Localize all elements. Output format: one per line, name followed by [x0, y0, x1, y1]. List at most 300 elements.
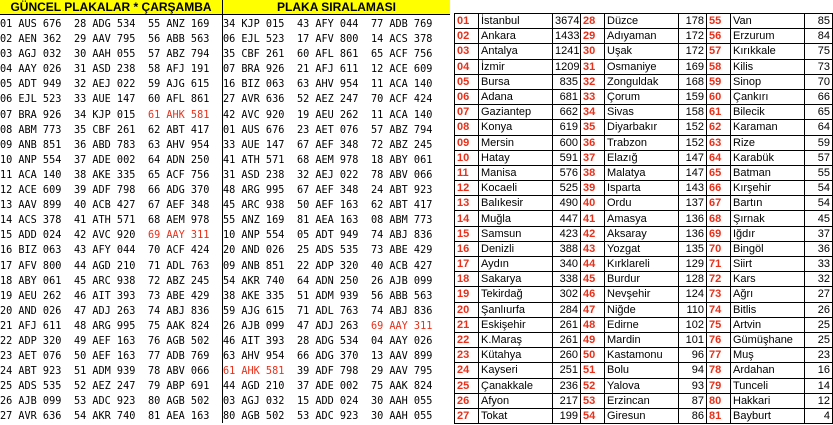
- plate-count: 136: [679, 226, 707, 241]
- plate-row: [0, 75, 222, 90]
- rank-number: 31: [581, 59, 605, 74]
- rank-number: 33: [581, 89, 605, 104]
- plate-entry: 34 KJP 015: [223, 19, 285, 30]
- plate-entry: 67 AEF 348: [148, 200, 210, 212]
- province-name: Bartın: [731, 196, 805, 211]
- rank-number: 35: [581, 120, 605, 135]
- plate-row: [0, 257, 222, 272]
- plate-entry: 72 ABZ 245: [371, 139, 433, 151]
- rank-number: 57: [707, 44, 731, 59]
- plate-count: 236: [553, 378, 581, 393]
- plate-entry: 19 AEU 262: [297, 109, 359, 121]
- plate-entry: 06 EJL 523: [0, 94, 62, 106]
- rank-number: 81: [707, 408, 731, 423]
- province-name: K.Maraş: [479, 332, 553, 347]
- plate-ranking-header: PLAKA SIRALAMASI: [222, 0, 450, 15]
- plate-entry: 57 ABZ 794: [148, 49, 210, 61]
- rank-number: 51: [581, 363, 605, 378]
- plate-entry: 76 AGB 502: [148, 335, 210, 347]
- plate-row: [0, 121, 222, 136]
- plate-count: 152: [679, 120, 707, 135]
- plate-entry: 14 ACS 378: [0, 215, 62, 227]
- plate-entry: 20 AND 026: [0, 305, 62, 317]
- plate-entry: 05 ADT 949: [297, 230, 359, 242]
- plate-entry: 71 ADL 763: [148, 260, 210, 272]
- plate-entry: 09 ANB 851: [223, 260, 285, 272]
- province-name: Elazığ: [605, 150, 679, 165]
- plate-entry: 68 AEM 978: [297, 154, 359, 166]
- rank-number: 49: [581, 332, 605, 347]
- plate-count: 84: [805, 29, 833, 44]
- ranking-row: [455, 257, 833, 272]
- plate-entry: 01 AUS 676: [223, 124, 285, 136]
- rank-number: 63: [707, 135, 731, 150]
- plate-count: 54: [805, 196, 833, 211]
- plate-count: 23: [805, 348, 833, 363]
- plate-entry: 35 CBF 261: [74, 124, 136, 136]
- ranking-row: [455, 211, 833, 226]
- plate-entry: 05 ADT 949: [0, 79, 62, 91]
- plate-entry: 32 AEJ 022: [297, 169, 359, 181]
- plate-count: 490: [553, 196, 581, 211]
- plate-entry: 19 AEU 262: [0, 290, 62, 302]
- plate-count: 25: [805, 317, 833, 332]
- ranking-row: [455, 150, 833, 165]
- plate-entry: 59 AJG 615: [148, 79, 210, 91]
- rank-number: 44: [581, 257, 605, 272]
- plate-count: 75: [805, 44, 833, 59]
- province-name: Aksaray: [605, 226, 679, 241]
- plate-entry: 25 ADS 535: [297, 245, 359, 257]
- plate-count: 251: [553, 363, 581, 378]
- plate-entry: 36 ABD 783: [74, 139, 136, 151]
- ranking-row: [455, 44, 833, 59]
- ranking-row: [455, 105, 833, 120]
- rank-number: 50: [581, 348, 605, 363]
- rank-number: 17: [455, 257, 479, 272]
- plate-entry: 74 ABJ 836: [148, 305, 210, 317]
- plate-row: [0, 211, 222, 226]
- province-name: Kilis: [731, 59, 805, 74]
- plate-count: 110: [679, 302, 707, 317]
- plate-entry: 08 ABM 773: [371, 215, 433, 227]
- plate-count: 25: [805, 332, 833, 347]
- plate-entry: 50 AEF 163: [74, 351, 136, 363]
- ranking-row: [455, 74, 833, 89]
- ranking-row: [455, 393, 833, 408]
- plate-entry: 56 ABB 563: [148, 34, 210, 46]
- plate-entry: 78 ABV 066: [148, 366, 210, 378]
- plate-count: 260: [553, 348, 581, 363]
- province-name: Sinop: [731, 74, 805, 89]
- plate-entry: 07 BRA 926: [223, 64, 285, 76]
- province-name: Sakarya: [479, 272, 553, 287]
- rank-number: 73: [707, 287, 731, 302]
- plate-count: 66: [805, 89, 833, 104]
- plate-row: [223, 90, 450, 105]
- rank-number: 68: [707, 211, 731, 226]
- plate-entry: 80 AGB 502: [148, 396, 210, 408]
- plate-row: [223, 317, 450, 332]
- plate-count: 159: [679, 89, 707, 104]
- plate-entry: 37 ADE 002: [297, 381, 359, 393]
- province-name: Karaman: [731, 120, 805, 135]
- plate-entry: 26 AJB 099: [371, 275, 433, 287]
- rank-number: 47: [581, 302, 605, 317]
- plate-entry: 44 AGD 210: [74, 260, 136, 272]
- plate-entry: 15 ADD 024: [0, 230, 62, 242]
- province-name: Denizli: [479, 241, 553, 256]
- plate-entry: 21 AFJ 611: [297, 64, 359, 76]
- plate-row: [0, 196, 222, 211]
- plate-row: [0, 15, 222, 30]
- plate-count: 101: [679, 332, 707, 347]
- plate-count: 135: [679, 241, 707, 256]
- plate-entry: 79 ABP 691: [148, 381, 210, 393]
- province-name: Uşak: [605, 44, 679, 59]
- plate-entry: 74 ABJ 836: [371, 305, 433, 317]
- plate-entry: 69 AAY 311: [371, 320, 433, 332]
- plate-entry: 06 EJL 523: [223, 34, 285, 46]
- plate-count: 102: [679, 317, 707, 332]
- plate-entry: 55 ANZ 169: [223, 215, 285, 227]
- province-name: Burdur: [605, 272, 679, 287]
- plate-entry: 28 ADG 534: [297, 335, 359, 347]
- plate-entry: 75 AAK 824: [371, 381, 433, 393]
- province-ranking: [454, 13, 833, 423]
- plate-count: 12: [805, 393, 833, 408]
- plate-row: [223, 272, 450, 287]
- rank-number: 13: [455, 196, 479, 211]
- province-name: Yozgat: [605, 241, 679, 256]
- plate-entry: 72 ABZ 245: [148, 275, 210, 287]
- province-name: Batman: [731, 165, 805, 180]
- plate-row: [223, 302, 450, 317]
- province-name: Ardahan: [731, 363, 805, 378]
- rank-number: 39: [581, 181, 605, 196]
- plate-count: 217: [553, 393, 581, 408]
- ranking-row: [455, 348, 833, 363]
- rank-number: 59: [707, 74, 731, 89]
- province-name: Gaziantep: [479, 105, 553, 120]
- province-name: Bingöl: [731, 241, 805, 256]
- plate-entry: 28 ADG 534: [74, 19, 136, 30]
- plate-entry: 77 ADB 769: [371, 19, 433, 30]
- plate-count: 662: [553, 105, 581, 120]
- plate-count: 55: [805, 165, 833, 180]
- plate-entry: 22 ADP 320: [297, 260, 359, 272]
- province-name: Ağrı: [731, 287, 805, 302]
- plate-entry: 32 AEJ 022: [74, 79, 136, 91]
- ranking-row: [455, 241, 833, 256]
- rank-number: 48: [581, 317, 605, 332]
- province-name: Şırnak: [731, 211, 805, 226]
- province-name: Hakkari: [731, 393, 805, 408]
- rank-number: 28: [581, 14, 605, 29]
- rank-number: 25: [455, 378, 479, 393]
- plate-entry: 62 ABT 417: [371, 200, 433, 212]
- plate-count: 14: [805, 378, 833, 393]
- plate-count: 284: [553, 302, 581, 317]
- rank-number: 22: [455, 332, 479, 347]
- plate-entry: 43 AFY 044: [74, 245, 136, 257]
- plate-count: 16: [805, 363, 833, 378]
- ranking-row: [455, 29, 833, 44]
- plate-count: 3674: [553, 14, 581, 29]
- province-name: Malatya: [605, 165, 679, 180]
- plate-row: [223, 60, 450, 75]
- province-name: Amasya: [605, 211, 679, 226]
- rank-number: 15: [455, 226, 479, 241]
- rank-number: 29: [581, 29, 605, 44]
- rank-number: 62: [707, 120, 731, 135]
- plate-count: 172: [679, 29, 707, 44]
- plate-count: 4: [805, 408, 833, 423]
- ranking-row: [455, 226, 833, 241]
- rank-number: 10: [455, 150, 479, 165]
- plate-entry: 38 AKE 335: [223, 290, 285, 302]
- plate-entry: 16 BIZ 063: [0, 245, 62, 257]
- rank-number: 69: [707, 226, 731, 241]
- plate-count: 94: [679, 363, 707, 378]
- plate-entry: 40 ACB 427: [371, 260, 433, 272]
- plate-row: [0, 302, 222, 317]
- plate-row: [0, 106, 222, 121]
- province-name: Adana: [479, 89, 553, 104]
- plate-count: 340: [553, 257, 581, 272]
- plate-count: 143: [679, 181, 707, 196]
- plate-entry: 17 AFV 800: [0, 260, 62, 272]
- plate-row: [223, 30, 450, 45]
- province-name: Adıyaman: [605, 29, 679, 44]
- rank-number: 79: [707, 378, 731, 393]
- plate-count: 169: [679, 59, 707, 74]
- plate-entry: 73 ABE 429: [371, 245, 433, 257]
- province-name: Nevşehir: [605, 287, 679, 302]
- rank-number: 52: [581, 378, 605, 393]
- plate-entry: 23 AET 076: [0, 351, 62, 363]
- rank-number: 32: [581, 74, 605, 89]
- province-name: Samsun: [479, 226, 553, 241]
- ranking-row: [455, 165, 833, 180]
- plate-row: [223, 151, 450, 166]
- plate-count: 85: [805, 14, 833, 29]
- province-name: Ankara: [479, 29, 553, 44]
- province-name: Tokat: [479, 408, 553, 423]
- plate-entry: 35 CBF 261: [223, 49, 285, 61]
- rank-number: 21: [455, 317, 479, 332]
- rank-number: 03: [455, 44, 479, 59]
- rank-number: 58: [707, 59, 731, 74]
- plate-entry: 26 AJB 099: [223, 320, 285, 332]
- plate-entry: 70 ACF 424: [148, 245, 210, 257]
- province-name: Osmaniye: [605, 59, 679, 74]
- plate-entry: 75 AAK 824: [148, 320, 210, 332]
- plate-row: [0, 181, 222, 196]
- plate-entry: 62 ABT 417: [148, 124, 210, 136]
- plate-count: 136: [679, 211, 707, 226]
- province-name: Karabük: [731, 150, 805, 165]
- plate-row: [223, 407, 450, 422]
- plate-entry: 41 ATH 571: [223, 154, 285, 166]
- rank-number: 19: [455, 287, 479, 302]
- province-name: Tunceli: [731, 378, 805, 393]
- plate-entry: 40 ACB 427: [74, 200, 136, 212]
- rank-number: 27: [455, 408, 479, 423]
- province-name: Sivas: [605, 105, 679, 120]
- plate-entry: 41 ATH 571: [74, 215, 136, 227]
- plate-entry: 30 AAH 055: [74, 49, 136, 61]
- plate-row: [223, 166, 450, 181]
- province-name: Kastamonu: [605, 348, 679, 363]
- province-name: Giresun: [605, 408, 679, 423]
- plate-count: 64: [805, 120, 833, 135]
- province-name: Bitlis: [731, 302, 805, 317]
- plate-row: [223, 106, 450, 121]
- plate-count: 57: [805, 150, 833, 165]
- plate-row: [223, 211, 450, 226]
- plate-entry: 30 AAH 055: [371, 396, 433, 408]
- rank-number: 04: [455, 59, 479, 74]
- plate-entry: 60 AFL 861: [148, 94, 210, 106]
- plate-count: 37: [805, 226, 833, 241]
- plate-entry: 68 AEM 978: [148, 215, 210, 227]
- province-name: Kırşehir: [731, 181, 805, 196]
- province-name: Konya: [479, 120, 553, 135]
- province-name: Iğdır: [731, 226, 805, 241]
- plate-count: 96: [679, 348, 707, 363]
- plate-entry: 10 ANP 554: [0, 154, 62, 166]
- plate-entry: 54 AKR 740: [223, 275, 285, 287]
- plate-entry: 63 AHV 954: [148, 139, 210, 151]
- plate-count: 681: [553, 89, 581, 104]
- plate-row: [0, 392, 222, 407]
- plate-entry: 04 AAY 026: [0, 64, 62, 76]
- plate-row: [223, 332, 450, 347]
- province-name: Edirne: [605, 317, 679, 332]
- plate-entry: 29 AAV 795: [74, 34, 136, 46]
- plate-row: [0, 377, 222, 392]
- plate-entry: 24 ABT 923: [0, 366, 62, 378]
- plate-entry: 21 AFJ 611: [0, 320, 62, 332]
- province-name: Isparta: [605, 181, 679, 196]
- plate-row: [0, 60, 222, 75]
- plate-row: [0, 30, 222, 45]
- ranking-table: [454, 13, 833, 424]
- plate-entry: 42 AVC 920: [74, 230, 136, 242]
- plate-entry: 77 ADB 769: [148, 351, 210, 363]
- plate-count: 1241: [553, 44, 581, 59]
- plate-entry: 64 ADN 250: [297, 275, 359, 287]
- plate-row: [223, 136, 450, 151]
- rank-number: 38: [581, 165, 605, 180]
- province-name: Kayseri: [479, 363, 553, 378]
- rank-number: 61: [707, 105, 731, 120]
- province-name: Diyarbakır: [605, 120, 679, 135]
- plate-entry: 11 ACA 140: [371, 79, 433, 91]
- province-name: Ordu: [605, 196, 679, 211]
- rank-number: 76: [707, 332, 731, 347]
- rank-number: 20: [455, 302, 479, 317]
- province-name: Siirt: [731, 257, 805, 272]
- plate-entry: 78 ABV 066: [371, 169, 433, 181]
- plate-count: 32: [805, 272, 833, 287]
- plate-entry: 70 ACF 424: [371, 94, 433, 106]
- plate-entry: 43 AFY 044: [297, 19, 359, 30]
- plate-entry: 60 AFL 861: [297, 49, 359, 61]
- province-name: Tekirdağ: [479, 287, 553, 302]
- rank-number: 34: [581, 105, 605, 120]
- rank-number: 23: [455, 348, 479, 363]
- rank-number: 05: [455, 74, 479, 89]
- plate-entry: 53 ADC 923: [297, 411, 359, 423]
- plate-count: 600: [553, 135, 581, 150]
- plate-row: [223, 347, 450, 362]
- plate-count: 1433: [553, 29, 581, 44]
- ranking-row: [455, 287, 833, 302]
- plate-entry: 18 ABY 061: [371, 154, 433, 166]
- plate-entry: 54 AKR 740: [74, 411, 136, 423]
- province-name: Bayburt: [731, 408, 805, 423]
- plate-row: [0, 151, 222, 166]
- plate-row: [223, 181, 450, 196]
- rank-number: 66: [707, 181, 731, 196]
- plate-count: 168: [679, 74, 707, 89]
- province-name: Eskişehir: [479, 317, 553, 332]
- plate-count: 137: [679, 196, 707, 211]
- rank-number: 55: [707, 14, 731, 29]
- plate-entry: 34 KJP 015: [74, 109, 136, 121]
- rank-number: 07: [455, 105, 479, 120]
- province-name: Gümüşhane: [731, 332, 805, 347]
- plate-row: [0, 166, 222, 181]
- plate-count: 33: [805, 257, 833, 272]
- plate-count: 129: [679, 257, 707, 272]
- plate-entry: 07 BRA 926: [0, 109, 62, 121]
- plate-row: [0, 90, 222, 105]
- plate-entry: 57 ABZ 794: [371, 124, 433, 136]
- ranking-row: [455, 14, 833, 29]
- province-name: Mersin: [479, 135, 553, 150]
- plate-row: [223, 75, 450, 90]
- rank-number: 75: [707, 317, 731, 332]
- plate-entry: 25 ADS 535: [0, 381, 62, 393]
- plate-row: [223, 241, 450, 256]
- plate-row: [0, 226, 222, 241]
- ranking-row: [455, 317, 833, 332]
- plate-entry: 71 ADL 763: [297, 305, 359, 317]
- plate-entry: 66 ADG 370: [297, 351, 359, 363]
- province-name: Kars: [731, 272, 805, 287]
- plate-entry: 52 AEZ 247: [74, 381, 136, 393]
- rank-number: 30: [581, 44, 605, 59]
- ranking-row: [455, 89, 833, 104]
- plate-entry: 26 AJB 099: [0, 396, 62, 408]
- plate-count: 147: [679, 165, 707, 180]
- plate-row: [0, 136, 222, 151]
- province-name: Manisa: [479, 165, 553, 180]
- plate-entry: 39 ADF 798: [74, 185, 136, 197]
- province-name: Kütahya: [479, 348, 553, 363]
- plate-count: 36: [805, 241, 833, 256]
- plate-entry: 24 ABT 923: [371, 185, 433, 197]
- ranking-row: [455, 363, 833, 378]
- plate-entry: 04 AAY 026: [371, 335, 433, 347]
- rank-number: 65: [707, 165, 731, 180]
- plate-entry: 03 AGJ 032: [0, 49, 62, 61]
- plate-row: [223, 196, 450, 211]
- rank-number: 01: [455, 14, 479, 29]
